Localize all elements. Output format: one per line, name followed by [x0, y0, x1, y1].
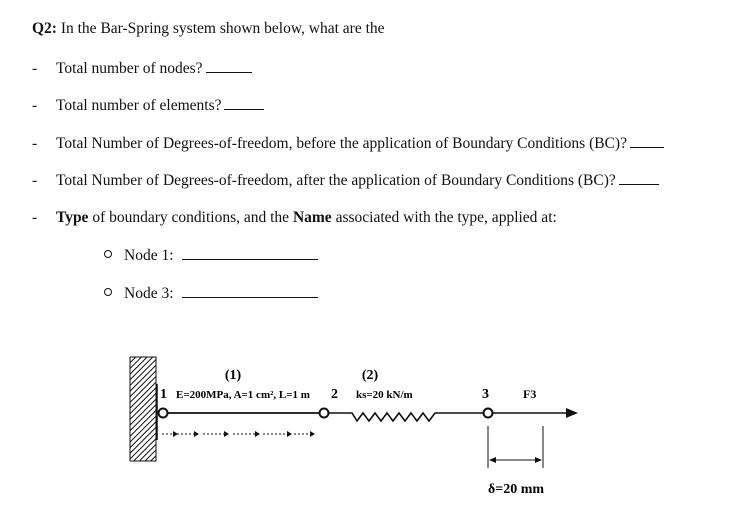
- fixed-wall-support: [130, 357, 156, 461]
- item-text: Total Number of Degrees-of-freedom, after the application of Boundary Conditions (BC)?: [56, 172, 616, 189]
- item-text: Total number of elements?: [56, 97, 222, 114]
- displacement-label: δ=20 mm: [487, 482, 545, 497]
- spring-element: [329, 413, 484, 421]
- item-dash: -: [32, 60, 38, 77]
- type-end-text: associated with the type, applied at:: [331, 209, 557, 226]
- item-dash: -: [32, 97, 38, 114]
- node1-label: 1: [160, 387, 167, 402]
- node1-marker: [159, 409, 168, 418]
- node3-label: 3: [482, 387, 489, 402]
- spring-properties: ks=20 kN/m: [356, 389, 413, 401]
- name-bold: Name: [292, 209, 332, 226]
- element1-label: (1): [224, 368, 242, 383]
- node2-label: 2: [331, 387, 338, 402]
- axial-arrow-heads: [173, 431, 315, 437]
- item-dash: -: [32, 135, 38, 152]
- node2-marker: [320, 409, 329, 418]
- displacement-arrow-left: [489, 457, 496, 463]
- question-text: In the Bar-Spring system shown below, what are the: [60, 20, 385, 37]
- displacement-arrow-right: [535, 457, 542, 463]
- sub-item-text: Node 3:: [124, 285, 174, 302]
- item-text: Total number of nodes?: [56, 60, 203, 77]
- force-label: F3: [523, 387, 537, 401]
- sub-item-text: Node 1:: [124, 247, 174, 264]
- element2-label: (2): [361, 368, 379, 383]
- bar-properties: E=200MPa, A=1 cm², L=1 m: [176, 389, 310, 401]
- item-dash: -: [32, 209, 38, 226]
- type-bold: Type: [56, 209, 89, 226]
- type-mid-text: of boundary conditions, and the: [88, 209, 293, 226]
- node3-marker: [484, 409, 493, 418]
- item-dash: -: [32, 172, 38, 189]
- question-number: Q2:: [32, 20, 57, 37]
- force-arrow-head: [566, 408, 578, 418]
- item-text: Total Number of Degrees-of-freedom, before the application of Boundary Conditions (BC)?: [56, 135, 627, 152]
